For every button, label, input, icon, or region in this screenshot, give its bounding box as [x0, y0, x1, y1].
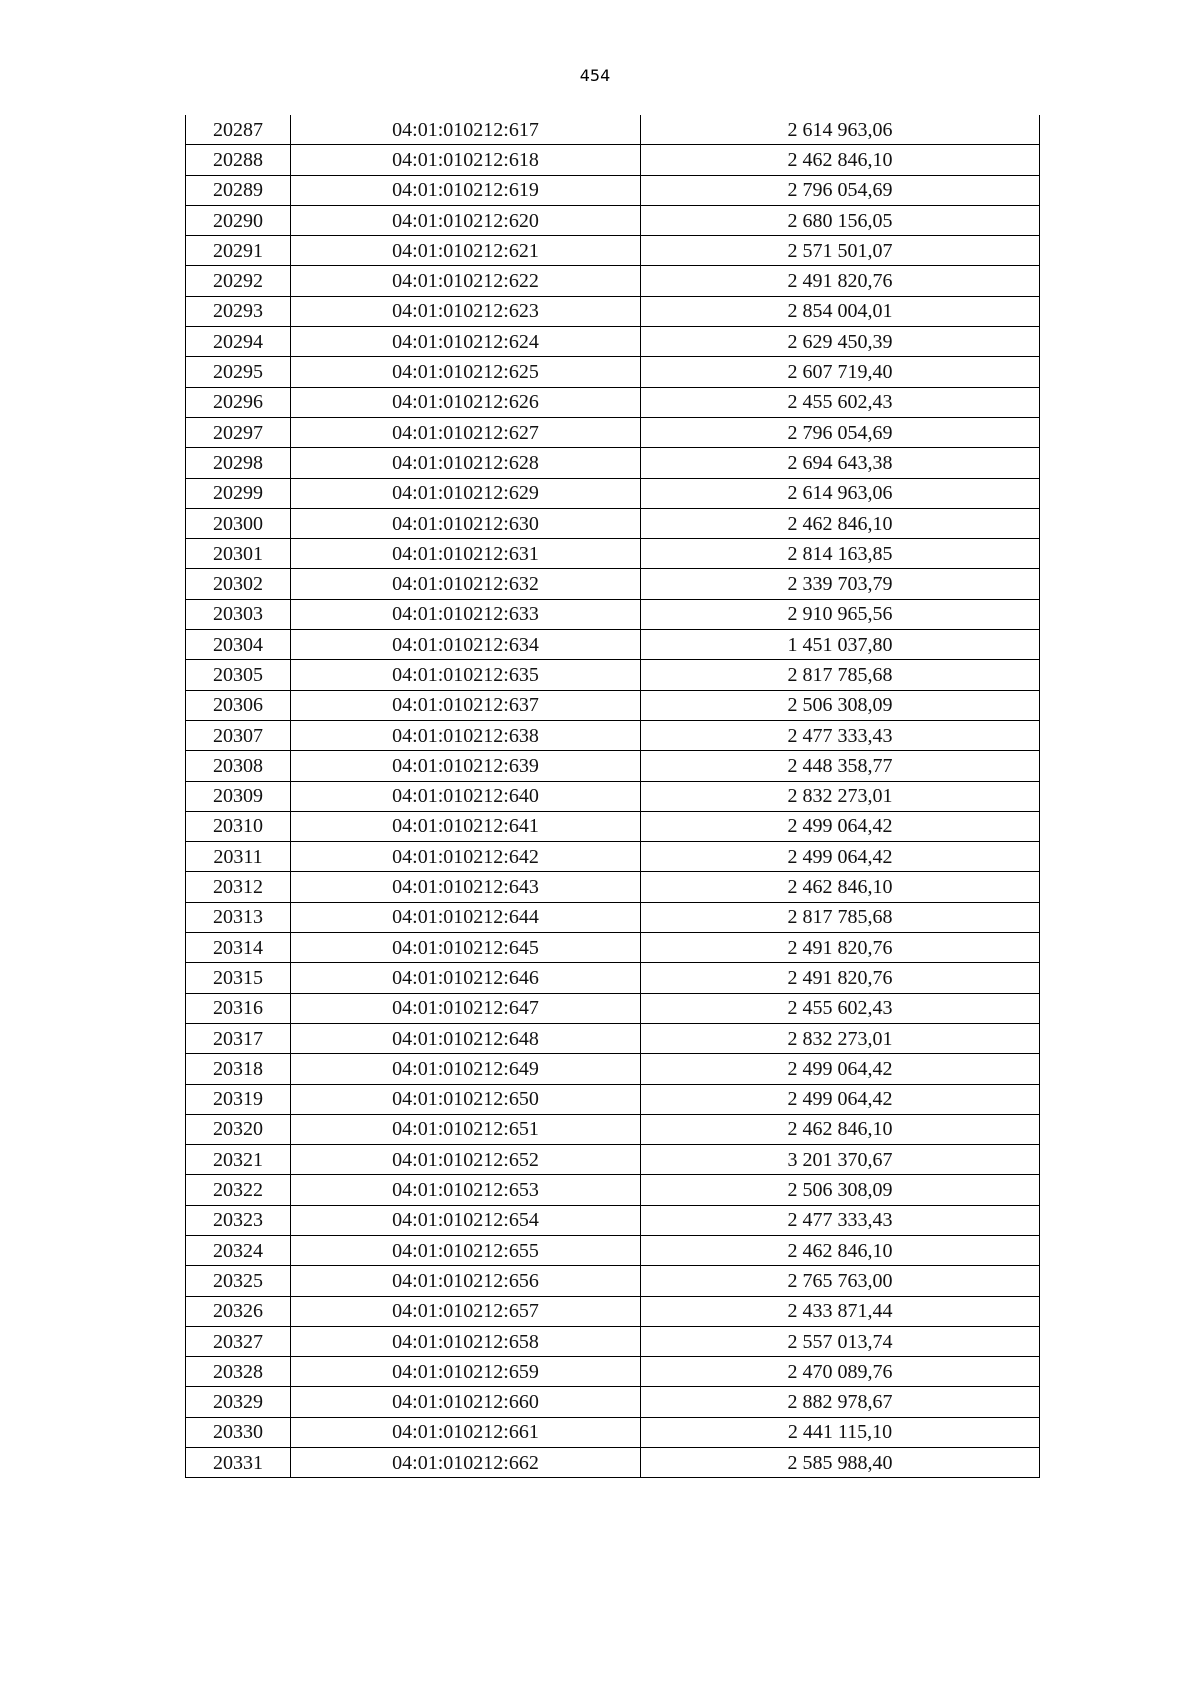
table-row: [186, 236, 1040, 266]
cadastral-value-cell: 2 433 871,44: [641, 1296, 1040, 1326]
row-number-cell: 20317: [186, 1023, 291, 1053]
row-number-cell: 20325: [186, 1266, 291, 1296]
table-row: [186, 1387, 1040, 1417]
cadastral-number-cell: 04:01:010212:617: [291, 115, 641, 145]
table-row: [186, 630, 1040, 660]
cadastral-number-cell: 04:01:010212:627: [291, 417, 641, 447]
table-row: [186, 993, 1040, 1023]
table-row: [186, 1296, 1040, 1326]
cadastral-value-cell: 2 817 785,68: [641, 660, 1040, 690]
cadastral-number-cell: 04:01:010212:647: [291, 993, 641, 1023]
cadastral-value-cell: 2 491 820,76: [641, 933, 1040, 963]
table-row: [186, 357, 1040, 387]
row-number-cell: 20302: [186, 569, 291, 599]
row-number-cell: 20289: [186, 175, 291, 205]
table-row: [186, 1205, 1040, 1235]
cadastral-number-cell: 04:01:010212:624: [291, 327, 641, 357]
table-row: [186, 902, 1040, 932]
cadastral-number-cell: 04:01:010212:658: [291, 1326, 641, 1356]
cadastral-value-cell: 2 499 064,42: [641, 842, 1040, 872]
cadastral-value-cell: 2 854 004,01: [641, 296, 1040, 326]
table-row: [186, 751, 1040, 781]
cadastral-value-table: [185, 115, 1040, 1478]
row-number-cell: 20300: [186, 508, 291, 538]
cadastral-number-cell: 04:01:010212:643: [291, 872, 641, 902]
cadastral-value-cell: 2 470 089,76: [641, 1357, 1040, 1387]
cadastral-number-cell: 04:01:010212:645: [291, 933, 641, 963]
table-row: [186, 115, 1040, 145]
table-row: [186, 1023, 1040, 1053]
row-number-cell: 20330: [186, 1417, 291, 1447]
cadastral-value-cell: 3 201 370,67: [641, 1145, 1040, 1175]
cadastral-value-cell: 2 339 703,79: [641, 569, 1040, 599]
cadastral-number-cell: 04:01:010212:655: [291, 1235, 641, 1265]
cadastral-value-cell: 2 680 156,05: [641, 205, 1040, 235]
table-row: [186, 569, 1040, 599]
row-number-cell: 20314: [186, 933, 291, 963]
table-row: [186, 296, 1040, 326]
row-number-cell: 20294: [186, 327, 291, 357]
row-number-cell: 20324: [186, 1235, 291, 1265]
page-number: 454: [579, 66, 611, 85]
table-row: [186, 690, 1040, 720]
cadastral-value-cell: 2 694 643,38: [641, 448, 1040, 478]
cadastral-value-cell: 2 491 820,76: [641, 963, 1040, 993]
cadastral-value-cell: 2 462 846,10: [641, 145, 1040, 175]
row-number-cell: 20313: [186, 902, 291, 932]
row-number-cell: 20295: [186, 357, 291, 387]
row-number-cell: 20323: [186, 1205, 291, 1235]
row-number-cell: 20293: [186, 296, 291, 326]
table-row: [186, 175, 1040, 205]
cadastral-value-cell: 2 455 602,43: [641, 387, 1040, 417]
cadastral-number-cell: 04:01:010212:648: [291, 1023, 641, 1053]
row-number-cell: 20309: [186, 781, 291, 811]
row-number-cell: 20326: [186, 1296, 291, 1326]
table-row: [186, 963, 1040, 993]
cadastral-number-cell: 04:01:010212:662: [291, 1448, 641, 1478]
cadastral-number-cell: 04:01:010212:660: [291, 1387, 641, 1417]
table-row: [186, 205, 1040, 235]
cadastral-value-cell: 2 506 308,09: [641, 690, 1040, 720]
row-number-cell: 20319: [186, 1084, 291, 1114]
table-row: [186, 1357, 1040, 1387]
cadastral-number-cell: 04:01:010212:659: [291, 1357, 641, 1387]
cadastral-value-cell: 2 462 846,10: [641, 872, 1040, 902]
cadastral-value-cell: 2 796 054,69: [641, 175, 1040, 205]
cadastral-value-cell: 2 477 333,43: [641, 720, 1040, 750]
cadastral-value-cell: 2 477 333,43: [641, 1205, 1040, 1235]
table-row: [186, 842, 1040, 872]
cadastral-value-cell: 2 462 846,10: [641, 508, 1040, 538]
row-number-cell: 20321: [186, 1145, 291, 1175]
table-row: [186, 781, 1040, 811]
cadastral-number-cell: 04:01:010212:646: [291, 963, 641, 993]
table-row: [186, 266, 1040, 296]
cadastral-number-cell: 04:01:010212:628: [291, 448, 641, 478]
row-number-cell: 20290: [186, 205, 291, 235]
table-body: [186, 115, 1040, 1478]
cadastral-number-cell: 04:01:010212:630: [291, 508, 641, 538]
table-row: [186, 508, 1040, 538]
row-number-cell: 20307: [186, 720, 291, 750]
cadastral-number-cell: 04:01:010212:631: [291, 539, 641, 569]
table-row: [186, 1054, 1040, 1084]
table-row: [186, 327, 1040, 357]
cadastral-value-cell: 2 462 846,10: [641, 1114, 1040, 1144]
cadastral-number-cell: 04:01:010212:653: [291, 1175, 641, 1205]
row-number-cell: 20287: [186, 115, 291, 145]
cadastral-number-cell: 04:01:010212:626: [291, 387, 641, 417]
cadastral-number-cell: 04:01:010212:657: [291, 1296, 641, 1326]
cadastral-value-cell: 2 448 358,77: [641, 751, 1040, 781]
table-row: [186, 1235, 1040, 1265]
cadastral-value-cell: 2 557 013,74: [641, 1326, 1040, 1356]
cadastral-value-cell: 2 441 115,10: [641, 1417, 1040, 1447]
cadastral-value-cell: 2 814 163,85: [641, 539, 1040, 569]
cadastral-number-cell: 04:01:010212:621: [291, 236, 641, 266]
cadastral-number-cell: 04:01:010212:642: [291, 842, 641, 872]
cadastral-number-cell: 04:01:010212:639: [291, 751, 641, 781]
row-number-cell: 20299: [186, 478, 291, 508]
row-number-cell: 20297: [186, 417, 291, 447]
row-number-cell: 20303: [186, 599, 291, 629]
table-row: [186, 1326, 1040, 1356]
row-number-cell: 20291: [186, 236, 291, 266]
row-number-cell: 20312: [186, 872, 291, 902]
cadastral-number-cell: 04:01:010212:637: [291, 690, 641, 720]
cadastral-number-cell: 04:01:010212:650: [291, 1084, 641, 1114]
cadastral-value-cell: 2 455 602,43: [641, 993, 1040, 1023]
cadastral-value-cell: 2 817 785,68: [641, 902, 1040, 932]
cadastral-value-cell: 2 607 719,40: [641, 357, 1040, 387]
table-row: [186, 387, 1040, 417]
table-row: [186, 478, 1040, 508]
table-row: [186, 448, 1040, 478]
cadastral-number-cell: 04:01:010212:620: [291, 205, 641, 235]
row-number-cell: 20322: [186, 1175, 291, 1205]
cadastral-number-cell: 04:01:010212:635: [291, 660, 641, 690]
cadastral-value-cell: 2 499 064,42: [641, 811, 1040, 841]
cadastral-value-cell: 2 585 988,40: [641, 1448, 1040, 1478]
table-row: [186, 145, 1040, 175]
cadastral-value-cell: 2 506 308,09: [641, 1175, 1040, 1205]
row-number-cell: 20304: [186, 630, 291, 660]
row-number-cell: 20316: [186, 993, 291, 1023]
cadastral-value-cell: 2 462 846,10: [641, 1235, 1040, 1265]
row-number-cell: 20328: [186, 1357, 291, 1387]
cadastral-number-cell: 04:01:010212:618: [291, 145, 641, 175]
cadastral-value-cell: 2 832 273,01: [641, 1023, 1040, 1053]
cadastral-value-cell: 1 451 037,80: [641, 630, 1040, 660]
cadastral-value-cell: 2 796 054,69: [641, 417, 1040, 447]
cadastral-value-cell: 2 491 820,76: [641, 266, 1040, 296]
cadastral-number-cell: 04:01:010212:656: [291, 1266, 641, 1296]
table-row: [186, 811, 1040, 841]
table-row: [186, 1266, 1040, 1296]
row-number-cell: 20298: [186, 448, 291, 478]
table-row: [186, 1084, 1040, 1114]
cadastral-value-cell: 2 765 763,00: [641, 1266, 1040, 1296]
cadastral-number-cell: 04:01:010212:623: [291, 296, 641, 326]
cadastral-number-cell: 04:01:010212:640: [291, 781, 641, 811]
row-number-cell: 20318: [186, 1054, 291, 1084]
cadastral-value-cell: 2 614 963,06: [641, 478, 1040, 508]
table-row: [186, 720, 1040, 750]
row-number-cell: 20327: [186, 1326, 291, 1356]
cadastral-number-cell: 04:01:010212:651: [291, 1114, 641, 1144]
row-number-cell: 20311: [186, 842, 291, 872]
table-row: [186, 1448, 1040, 1478]
row-number-cell: 20306: [186, 690, 291, 720]
row-number-cell: 20301: [186, 539, 291, 569]
cadastral-value-cell: 2 910 965,56: [641, 599, 1040, 629]
row-number-cell: 20331: [186, 1448, 291, 1478]
table-row: [186, 599, 1040, 629]
row-number-cell: 20310: [186, 811, 291, 841]
cadastral-number-cell: 04:01:010212:652: [291, 1145, 641, 1175]
table-row: [186, 1417, 1040, 1447]
cadastral-value-cell: 2 499 064,42: [641, 1084, 1040, 1114]
table-row: [186, 539, 1040, 569]
cadastral-number-cell: 04:01:010212:634: [291, 630, 641, 660]
table-row: [186, 1114, 1040, 1144]
cadastral-number-cell: 04:01:010212:654: [291, 1205, 641, 1235]
cadastral-number-cell: 04:01:010212:632: [291, 569, 641, 599]
cadastral-number-cell: 04:01:010212:625: [291, 357, 641, 387]
cadastral-value-cell: 2 499 064,42: [641, 1054, 1040, 1084]
cadastral-number-cell: 04:01:010212:633: [291, 599, 641, 629]
row-number-cell: 20320: [186, 1114, 291, 1144]
cadastral-number-cell: 04:01:010212:619: [291, 175, 641, 205]
row-number-cell: 20305: [186, 660, 291, 690]
cadastral-value-cell: 2 571 501,07: [641, 236, 1040, 266]
row-number-cell: 20308: [186, 751, 291, 781]
cadastral-number-cell: 04:01:010212:661: [291, 1417, 641, 1447]
cadastral-number-cell: 04:01:010212:622: [291, 266, 641, 296]
cadastral-value-cell: 2 832 273,01: [641, 781, 1040, 811]
table-row: [186, 1145, 1040, 1175]
cadastral-number-cell: 04:01:010212:641: [291, 811, 641, 841]
row-number-cell: 20315: [186, 963, 291, 993]
row-number-cell: 20288: [186, 145, 291, 175]
cadastral-value-cell: 2 629 450,39: [641, 327, 1040, 357]
table-row: [186, 872, 1040, 902]
table-row: [186, 1175, 1040, 1205]
table-row: [186, 417, 1040, 447]
row-number-cell: 20292: [186, 266, 291, 296]
row-number-cell: 20329: [186, 1387, 291, 1417]
cadastral-number-cell: 04:01:010212:629: [291, 478, 641, 508]
table-row: [186, 933, 1040, 963]
cadastral-value-cell: 2 614 963,06: [641, 115, 1040, 145]
cadastral-value-cell: 2 882 978,67: [641, 1387, 1040, 1417]
cadastral-number-cell: 04:01:010212:649: [291, 1054, 641, 1084]
table-row: [186, 660, 1040, 690]
row-number-cell: 20296: [186, 387, 291, 417]
cadastral-number-cell: 04:01:010212:638: [291, 720, 641, 750]
cadastral-number-cell: 04:01:010212:644: [291, 902, 641, 932]
